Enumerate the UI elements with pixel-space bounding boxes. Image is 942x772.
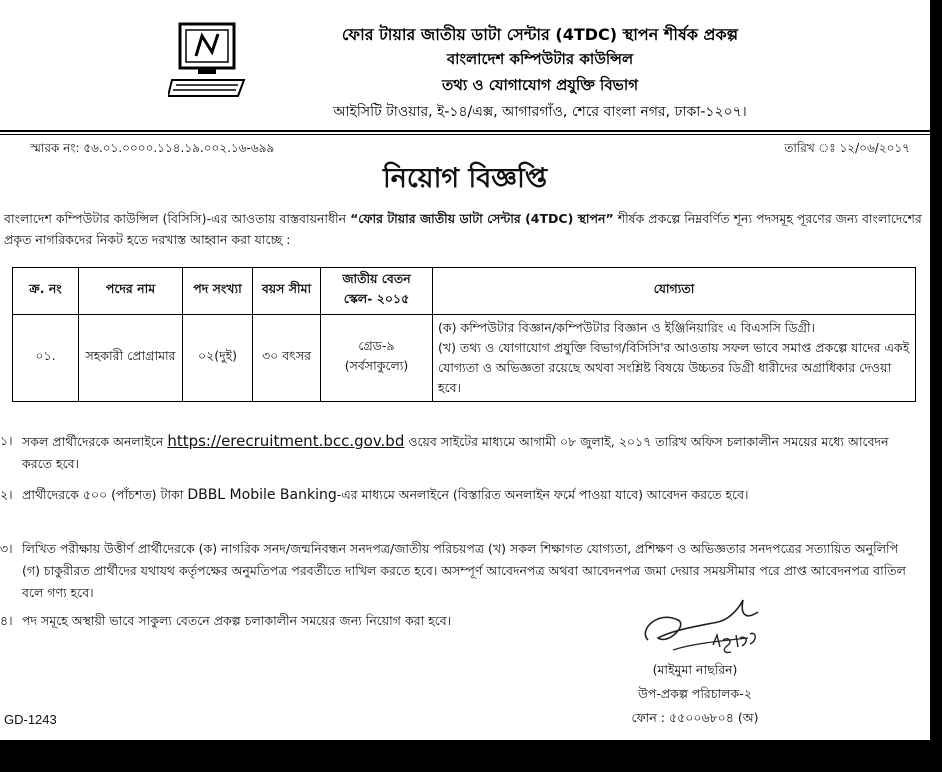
header-post-count: পদ সংখ্যা <box>183 268 253 315</box>
cell-post-count: ০২(দুই) <box>183 315 253 402</box>
item-text-pre: সকল প্রার্থীদেরকে অনলাইনে <box>22 434 168 449</box>
qualification-b: (খ) তথ্য ও যোগাযোগ প্রযুক্তি বিভাগ/বিসিসি'র আওতায় সফল ভাবে সমাপ্ত প্রকল্পে যাদের একই যোগ্যতা ও অভিজ্ঞতা রয়েছে অথবা সংশ্লিষ্ট বিষয়ে উচ্চতর ডিগ্রী ধারীদের অগ্রাধিকার দেওয়া হবে। <box>438 340 910 395</box>
item-number: ৪। <box>0 613 13 628</box>
header-divider-thin <box>0 134 930 135</box>
computer-logo-icon <box>168 22 248 98</box>
organization-name: বাংলাদেশ কম্পিউটার কাউন্সিল <box>446 50 634 68</box>
item-text: পদ সমূহে অস্থায়ী ভাবে সাকুল্য বেতনে প্রকল্প চলাকালীন সময়ের জন্য নিয়োগ করা হবে। <box>22 613 452 628</box>
scan-border <box>930 0 942 772</box>
memo-number: স্মারক নং: ৫৬.০১.০০০০.১১৪.১৯.০০২.১৬-৬৯৯ <box>30 141 275 155</box>
cell-post-name: সহকারী প্রোগ্রামার <box>79 315 183 402</box>
intro-post: শীর্ষক প্রকল্পে নিম্নবর্ণিত শূন্য পদসমূহ পূরণের জন্য বাংলাদেশের প্রকৃত নাগরিকদের নিকট হতে দরখাস্ত আহ্বান করা যাচ্ছে : <box>4 211 922 247</box>
item-text: লিখিত পরীক্ষায় উত্তীর্ণ প্রার্থীদেরকে (ক) নাগরিক সনদ/জন্মনিবন্ধন সনদপত্র/জাতীয় পরিচয়পত্র (খ) সকল শিক্ষাগত যোগ্যতা, প্রশিক্ষণ ও অভিজ্ঞতার সনদপত্রের সত্যায়িত অনুলিপি (গ) চাকুরীরত প্রার্থীদের যথাযথ কর্তৃপক্ষের অনুমতিপত্র পরবর্তীতে দাখিল করতে হবে। অসম্পূর্ণ আবেদনপত্র অথবা আবেদনপত্র জমা দেয়ার সময়সীমার পরে প্রাপ্ত আবেদনপত্র বাতিল বলে গণ্য হবে। <box>22 541 906 600</box>
cell-pay-scale: গ্রেড-৯ (সর্বসাকুল্যে) <box>321 315 433 402</box>
cell-qualification <box>433 315 916 402</box>
cell-age-limit: ৩০ বৎসর <box>253 315 321 402</box>
notice-title: নিয়োগ বিজ্ঞপ্তি <box>382 163 548 194</box>
item-text-pre: প্রার্থীদেরকে ৫০০ (পাঁচশত) টাকা <box>22 487 188 502</box>
intro-paragraph <box>4 208 922 250</box>
address: আইসিটি টাওয়ার, ই-১৪/এক্স, আগারগাঁও, শেরে বাংলা নগর, ঢাকা-১২০৭। <box>333 104 747 120</box>
list-item <box>0 484 915 506</box>
signature-image <box>628 590 778 670</box>
table-header-row <box>13 268 916 315</box>
signatory-designation: উপ-প্রকল্প পরিচালক-২ <box>638 686 752 701</box>
item-number: ৩। <box>0 541 13 556</box>
notice-date: তারিখ ঃ ১২/০৬/২০১৭ <box>784 141 910 155</box>
signatory-name: (মাইমুমা নাছরিন) <box>652 662 738 677</box>
qualification-a: (ক) কম্পিউটার বিজ্ঞান/কম্পিউটার বিজ্ঞান ও ইঞ্জিনিয়ারিং এ বিএসসি ডিগ্রী। <box>438 320 816 335</box>
vacancy-table <box>12 267 916 402</box>
list-item <box>0 430 915 475</box>
item-text <box>22 430 915 475</box>
header-pay-scale: জাতীয় বেতন স্কেল- ২০১৫ <box>321 268 433 315</box>
table-row <box>13 315 916 402</box>
header-serial: ক্র. নং <box>13 268 79 315</box>
item-number: ১। <box>0 433 13 448</box>
header-age-limit: বয়স সীমা <box>253 268 321 315</box>
item-number: ২। <box>0 487 13 502</box>
signatory-phone: ফোন : ৫৫০০৬৮০৪ (অ) <box>631 710 759 725</box>
item-text-post: ওয়েব সাইটের মাধ্যমে আগামী ০৮ জুলাই, ২০১৭ তারিখ অফিস চলাকালীন সময়ের মধ্যে আবেদন করতে হবে। <box>22 434 889 471</box>
header-qualification: যোগ্যতা <box>433 268 916 315</box>
payment-method: DBBL Mobile Banking <box>187 487 337 503</box>
intro-pre: বাংলাদেশ কম্পিউটার কাউন্সিল (বিসিসি)-এর আওতায় বাস্তবায়নাধীন <box>4 211 351 226</box>
item-text-post: -এর মাধ্যমে অনলাইনে (বিস্তারিত অনলাইন ফর্মে পাওয়া যাবে) আবেদন করতে হবে। <box>336 487 749 502</box>
intro-project-name: “ফোর টায়ার জাতীয় ডাটা সেন্টার (4TDC) স্থাপন” <box>350 211 614 226</box>
cell-serial: ০১. <box>13 315 79 402</box>
header-post-name: পদের নাম <box>79 268 183 315</box>
gd-code: GD-1243 <box>4 712 57 727</box>
item-text <box>22 484 915 506</box>
recruitment-link[interactable]: https://erecruitment.bcc.gov.bd <box>167 432 405 450</box>
project-title: ফোর টায়ার জাতীয় ডাটা সেন্টার (4TDC) স্থাপন শীর্ষক প্রকল্প <box>341 25 739 44</box>
division-name: তথ্য ও যোগাযোগ প্রযুক্তি বিভাগ <box>441 76 639 94</box>
header-divider <box>0 130 930 132</box>
